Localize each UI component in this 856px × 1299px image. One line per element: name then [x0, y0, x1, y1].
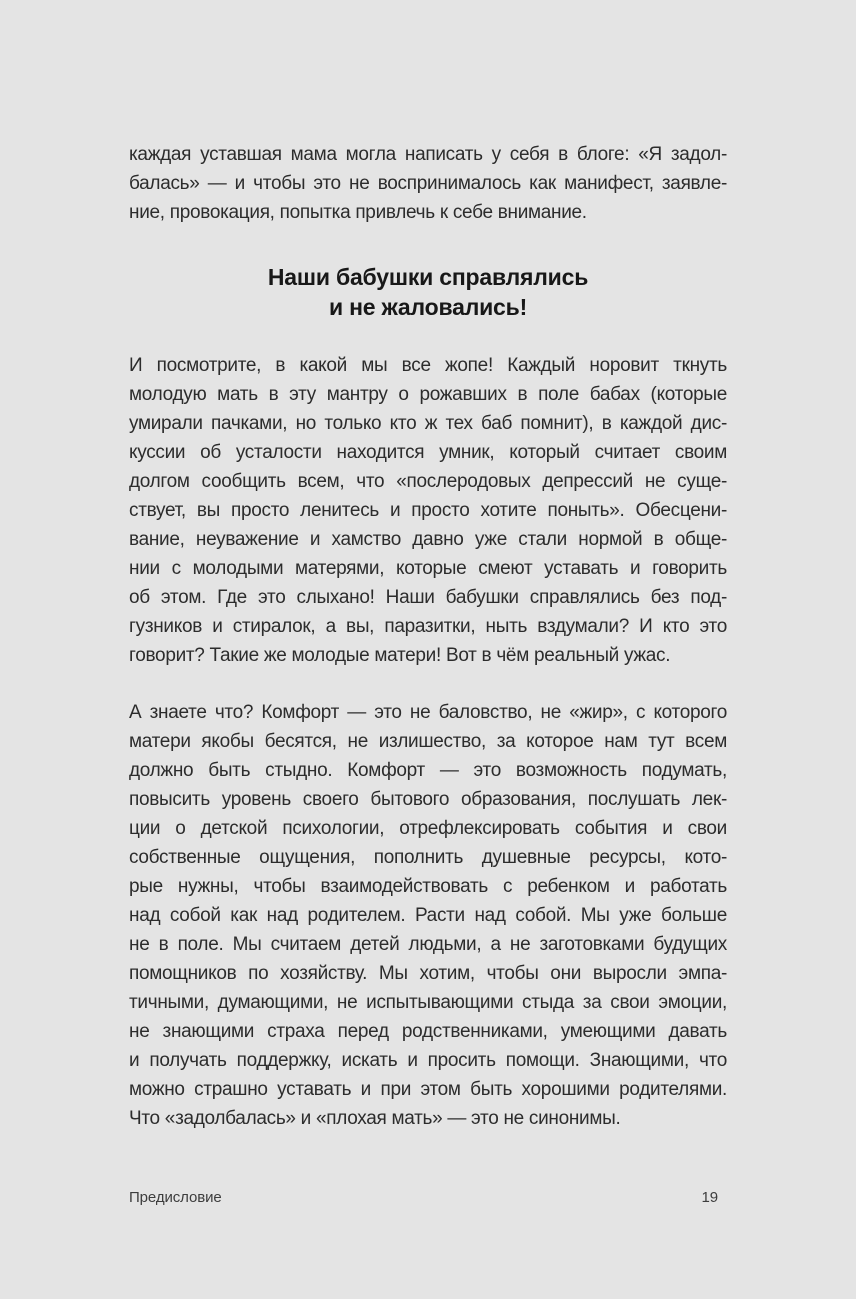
- text-line: не в поле. Мы считаем детей людьми, а не заготовками будущих: [129, 934, 727, 955]
- text-line: матери якобы бесятся, не излишество, за которое нам тут всем: [129, 731, 727, 752]
- text-line: тичными, думающими, не испытывающими стыда за свои эмоции,: [129, 992, 727, 1013]
- text-line: и получать поддержку, искать и просить помощи. Знающими, что: [129, 1050, 727, 1071]
- text-line: не знающими страха перед родственниками, умеющими давать: [129, 1021, 727, 1042]
- text-line: Наши бабушки справлялись: [267, 264, 589, 290]
- text-line: над собой как над родителем. Расти над собой. Мы уже больше: [129, 905, 727, 926]
- text-line: нии с молодыми матерями, которые смеют уставать и говорить: [129, 558, 727, 579]
- page-footer: [129, 1188, 718, 1208]
- text-line: Что «задолбалась» и «плохая мать» — это не синонимы.: [129, 1108, 621, 1129]
- page-number: 19: [701, 1189, 718, 1206]
- text-line: можно страшно уставать и при этом быть хорошими родителями.: [129, 1079, 727, 1100]
- text-line: каждая уставшая мама могла написать у себя в блоге: «Я задол-: [129, 144, 727, 165]
- text-line: и не жаловались!: [328, 294, 528, 320]
- text-line: об этом. Где это слыхано! Наши бабушки справлялись без под-: [129, 587, 727, 608]
- text-line: молодую мать в эту мантру о рожавших в поле бабах (которые: [129, 384, 727, 405]
- text-line: ние, провокация, попытка привлечь к себе внимание.: [129, 202, 587, 223]
- text-line: умирали пачками, но только кто ж тех баб помнит), в каждой дис-: [129, 413, 727, 434]
- text-line: вание, неуважение и хамство давно уже стали нормой в обще-: [129, 529, 727, 550]
- text-line: собственные ощущения, пополнить душевные ресурсы, кото-: [129, 847, 727, 868]
- text-line: И посмотрите, в какой мы все жопе! Каждый норовит ткнуть: [129, 355, 727, 376]
- text-line: ции о детской психологии, отрефлексировать события и свои: [129, 818, 727, 839]
- paragraph-grandmothers: [129, 351, 727, 670]
- paragraph-comfort: [129, 698, 727, 1133]
- text-line: рые нужны, чтобы взаимодействовать с ребенком и работать: [129, 876, 727, 897]
- text-line: помощников по хозяйству. Мы хотим, чтобы они выросли эмпа-: [129, 963, 727, 984]
- text-line: ствует, вы просто ленитесь и просто хотите поныть». Обесцени-: [129, 500, 727, 521]
- paragraph-intro: [129, 140, 727, 227]
- section-heading: [129, 262, 727, 322]
- text-line: долгом сообщить всем, что «послеродовых депрессий не суще-: [129, 471, 727, 492]
- text-line: балась» — и чтобы это не воспринималось как манифест, заявле-: [129, 173, 727, 194]
- running-header-chapter: Предисловие: [129, 1189, 222, 1206]
- text-line: должно быть стыдно. Комфорт — это возможность подумать,: [129, 760, 727, 781]
- text-line: куссии об усталости находится умник, который считает своим: [129, 442, 727, 463]
- text-line: повысить уровень своего бытового образования, послушать лек-: [129, 789, 727, 810]
- text-line: говорит? Такие же молодые матери! Вот в чём реальный ужас.: [129, 645, 671, 666]
- text-line: гузников и стиралок, а вы, паразитки, ныть вздумали? И кто это: [129, 616, 727, 637]
- text-line: А знаете что? Комфорт — это не баловство, не «жир», с которого: [129, 702, 727, 723]
